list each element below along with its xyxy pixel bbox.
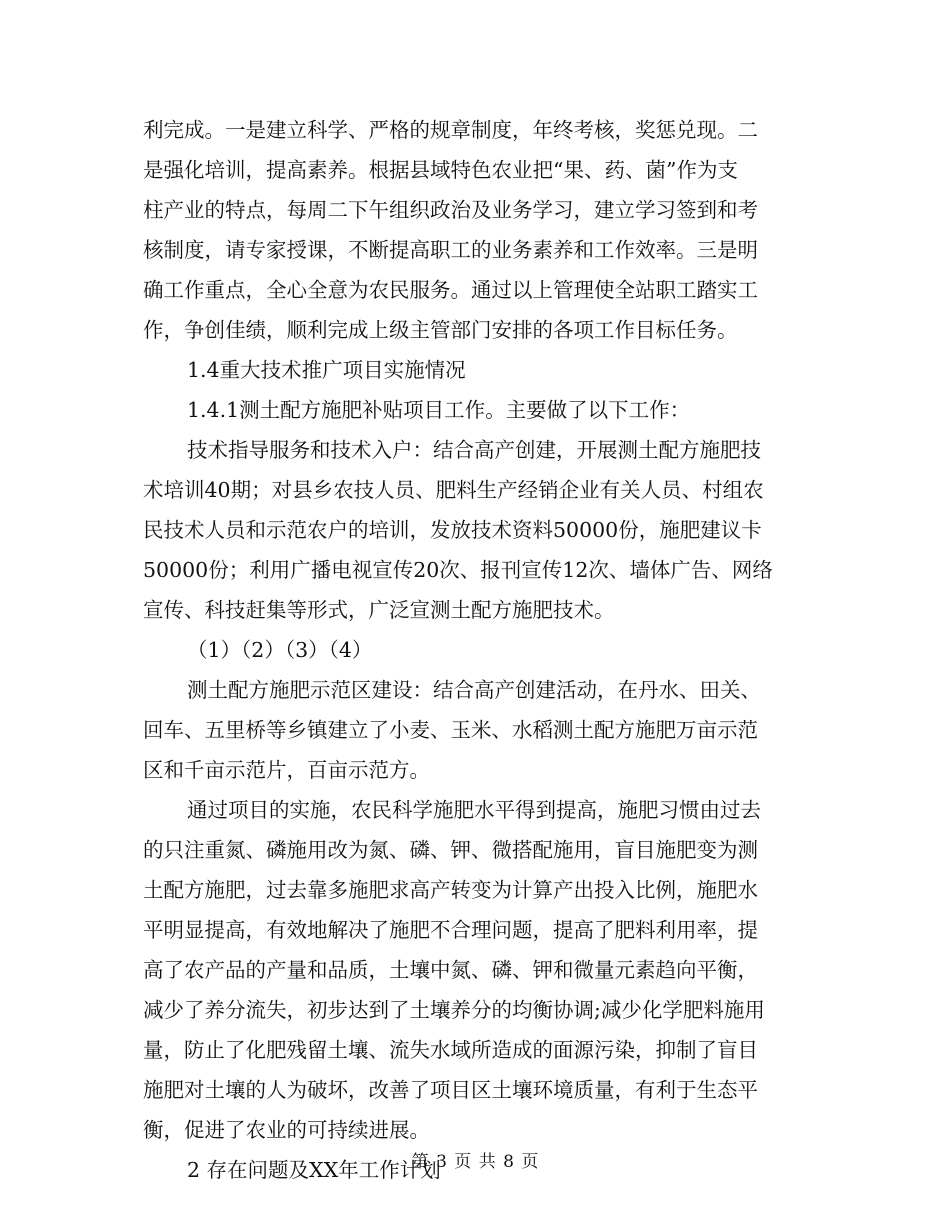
text-line: 的只注重氮、磷施用改为氮、磷、钾、微搭配施用，盲目施肥变为测 bbox=[143, 838, 758, 862]
text-line: 量，防止了化肥残留土壤、流失水域所造成的面源污染，抑制了盲目 bbox=[143, 1038, 758, 1062]
text-line: （1）（2）（3）（4） bbox=[187, 638, 373, 662]
text-line: 确工作重点，全心全意为农民服务。通过以上管理使全站职工踏实工 bbox=[143, 278, 758, 302]
page-footer: 第 3 页 共 8 页 bbox=[411, 1152, 539, 1172]
text-line: 民技术人员和示范农户的培训，发放技术资料50000份，施肥建议卡 bbox=[143, 518, 762, 542]
text-line: 作，争创佳绩，顺利完成上级主管部门安排的各项工作目标任务。 bbox=[143, 318, 738, 342]
text-line: 柱产业的特点，每周二下午组织政治及业务学习，建立学习签到和考 bbox=[143, 198, 758, 222]
text-line: 土配方施肥，过去靠多施肥求高产转变为计算产出投入比例，施肥水 bbox=[143, 878, 758, 902]
text-line: 宣传、科技赶集等形式，广泛宣测土配方施肥技术。 bbox=[143, 598, 615, 622]
text-line: 2 存在问题及XX年工作计划 bbox=[187, 1158, 441, 1182]
text-line: 施肥对土壤的人为破坏，改善了项目区土壤环境质量，有利于生态平 bbox=[143, 1078, 758, 1102]
text-line: 高了农产品的产量和品质，土壤中氮、磷、钾和微量元素趋向平衡， bbox=[143, 958, 758, 982]
text-line: 减少了养分流失，初步达到了土壤养分的均衡协调;减少化学肥料施用 bbox=[143, 998, 765, 1022]
text-line: 回车、五里桥等乡镇建立了小麦、玉米、水稻测土配方施肥万亩示范 bbox=[143, 718, 758, 742]
text-line: 技术指导服务和技术入户：结合高产创建，开展测土配方施肥技 bbox=[187, 438, 761, 462]
text-line: 通过项目的实施，农民科学施肥水平得到提高，施肥习惯由过去 bbox=[187, 798, 761, 822]
text-line: 1.4重大技术推广项目实施情况 bbox=[187, 358, 466, 382]
text-line: 术培训40期；对县乡农技人员、肥料生产经销企业有关人员、村组农 bbox=[143, 478, 764, 502]
text-line: 平明显提高，有效地解决了施肥不合理问题，提高了肥料利用率，提 bbox=[143, 918, 758, 942]
text-line: 50000份；利用广播电视宣传20次、报刊宣传12次、墙体广告、网络 bbox=[143, 558, 773, 582]
text-line: 是强化培训，提高素养。根据县域特色农业把“果、药、菌”作为支 bbox=[143, 158, 738, 182]
text-line: 测土配方施肥示范区建设：结合高产创建活动，在丹水、田关、 bbox=[187, 678, 761, 702]
text-line: 利完成。一是建立科学、严格的规章制度，年终考核，奖惩兑现。二 bbox=[143, 118, 758, 142]
text-line: 1.4.1测土配方施肥补贴项目工作。主要做了以下工作： bbox=[187, 398, 691, 422]
text-line: 核制度，请专家授课，不断提高职工的业务素养和工作效率。三是明 bbox=[143, 238, 758, 262]
text-line: 衡，促进了农业的可持续进展。 bbox=[143, 1118, 430, 1142]
document-body bbox=[143, 110, 809, 1190]
text-line: 区和千亩示范片，百亩示范方。 bbox=[143, 758, 430, 782]
